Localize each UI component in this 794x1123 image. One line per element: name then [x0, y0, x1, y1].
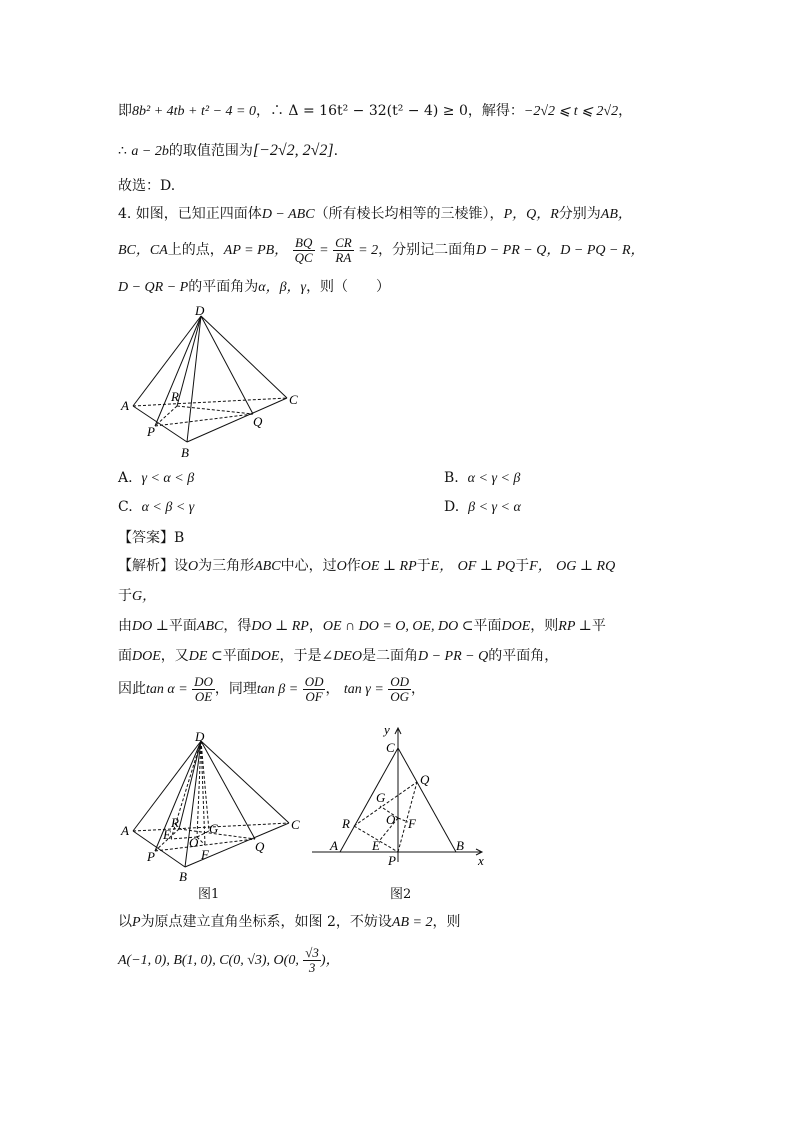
label-o: O [386, 812, 396, 827]
label-a: A [121, 823, 129, 838]
label-b: B [179, 869, 187, 884]
fraction-od-og: $\frac{OD}{OG}$ [390, 674, 410, 704]
fraction-cr-ra: $\frac{CR}{RA}$ [335, 235, 352, 265]
equation: D − ABC [261, 207, 315, 222]
analysis-line-4: 面DOE，又DE ⊂平面DOE，于是∠DEO是二面角D − PR − Q的平面角， [118, 648, 559, 664]
label-g: G [376, 790, 386, 805]
equation: AP = PB， [223, 243, 289, 259]
label-a: A [330, 838, 338, 853]
label-a: A [121, 398, 129, 413]
equation: A(−1, 0), B(1, 0), C(0, √3), O(0, [118, 953, 299, 969]
text: . [333, 143, 339, 159]
label-r: R [171, 815, 179, 830]
analysis-line-7: A(−1, 0), B(1, 0), C(0, √3), O(0, $\frac{√3}{3}$ )， [118, 945, 340, 975]
text-line-1 [118, 100, 632, 120]
analysis-line-5: 因此tan α = $\frac{DO}{OE}$ ，同理tan β = $\frac{OD}{OF}$ ， tan γ = $\frac{OD}{OG}$ ， [118, 674, 426, 704]
equation: a − 2b [131, 144, 169, 159]
figure-1-tetrahedron [115, 725, 305, 885]
label-q: Q [255, 839, 265, 854]
analysis-line-6: 以P为原点建立直角坐标系，如图 2，不妨设AB = 2，则 [118, 914, 461, 930]
text: 分别为 [558, 206, 601, 222]
option-d[interactable] [444, 499, 521, 516]
fraction-bq-qc: $\frac{BQ}{QC}$ [294, 235, 313, 265]
equation: D − PR − Q，D − PQ − R， [476, 243, 645, 259]
option-label: D. [444, 499, 460, 515]
equation: −2√2 ⩽ t ⩽ 2√2 [523, 104, 619, 119]
label-p: P [147, 849, 155, 864]
label-b: B [456, 838, 464, 853]
text: 的平面角为 [188, 279, 259, 295]
label-c: C [386, 740, 395, 755]
label-g: G [209, 821, 219, 836]
text: ， [618, 103, 633, 119]
text-line-3: 故选：D. [118, 178, 176, 194]
label-q: Q [253, 414, 263, 429]
option-label: B. [444, 470, 459, 486]
text: ，分别记二面角 [378, 242, 477, 259]
equation: P，Q，R [503, 207, 559, 222]
fraction-do-oe: $\frac{DO}{OE}$ [194, 674, 213, 704]
figure-1-caption: 图1 [198, 887, 220, 902]
label-p: P [388, 853, 396, 867]
analysis-line-3: 由DO ⊥平面ABC，得DO ⊥ RP，OE ∩ DO = O, OE, DO ⊂平面DOE，则RP ⊥平 [118, 618, 606, 634]
figure-2-caption: 图2 [390, 887, 412, 902]
text: （所有棱长均相等的三棱锥）， [314, 206, 504, 222]
label-c: C [291, 817, 300, 832]
equation: BC，CA [118, 243, 168, 259]
text: 4. 如图，已知正四面体 [118, 206, 262, 222]
label-d: D [195, 303, 205, 318]
option-c[interactable] [118, 499, 194, 516]
text-line-2 [118, 140, 338, 160]
label-b: B [181, 445, 189, 460]
option-text: α < γ < β [467, 471, 521, 486]
label-f: F [408, 816, 416, 831]
text: ∴ [118, 143, 127, 159]
text: 上的点， [167, 242, 224, 259]
analysis-line-1: 【解析】设O为三角形ABC中心，过O作OE ⊥ RP于E， OF ⊥ PQ于F， OG ⊥ RQ [118, 558, 616, 574]
equation: [−2√2, 2√2] [252, 142, 334, 159]
label-e: E [163, 827, 171, 842]
equation: AB， [600, 207, 632, 222]
label-r: R [171, 389, 179, 404]
option-label: C. [118, 499, 133, 515]
text: 的取值范围为 [168, 143, 253, 159]
figure-2-coordinate [310, 722, 490, 867]
fraction-sqrt3-3: $\frac{√3}{3}$ [305, 945, 319, 975]
label-o: O [189, 835, 199, 850]
text: 即 [118, 103, 132, 119]
label-p: P [147, 424, 155, 439]
option-label: A. [118, 470, 133, 486]
label-c: C [289, 392, 298, 407]
text: ，则（ ） [306, 279, 391, 295]
label-q: Q [420, 772, 430, 787]
option-text: α < β < γ [141, 500, 195, 515]
analysis-line-2: 于G， [118, 588, 157, 604]
label-x: x [478, 853, 484, 867]
tetrahedron-figure [115, 302, 315, 462]
label-y: y [384, 722, 390, 737]
label-r: R [342, 816, 350, 831]
question-line-2: BC，CA上的点，AP = PB， $\frac{BQ}{QC}$ = $\frac{CR}{RA}$ = 2，分别记二面角D − PR − Q，D − PQ − R， [118, 235, 645, 265]
equation: D − QR − P [118, 280, 189, 295]
option-a[interactable] [118, 470, 194, 487]
question-line-3 [118, 276, 390, 296]
answer-line: 【答案】B [118, 530, 185, 546]
equation: = 2 [358, 243, 379, 259]
label-f: F [201, 847, 209, 862]
question-line-1 [118, 203, 632, 223]
text: ，∴ Δ = 16t² − 32(t² − 4) ≥ 0，解得： [255, 103, 524, 119]
equation: 8b² + 4tb + t² − 4 = 0 [132, 104, 256, 119]
option-text: β < γ < α [468, 500, 521, 515]
label-e: E [372, 838, 380, 853]
equation: α，β，γ [258, 280, 307, 295]
option-b[interactable] [444, 470, 520, 487]
option-text: γ < α < β [141, 471, 195, 486]
label-d: D [195, 729, 205, 744]
fraction-od-of: $\frac{OD}{OF}$ [304, 674, 324, 704]
